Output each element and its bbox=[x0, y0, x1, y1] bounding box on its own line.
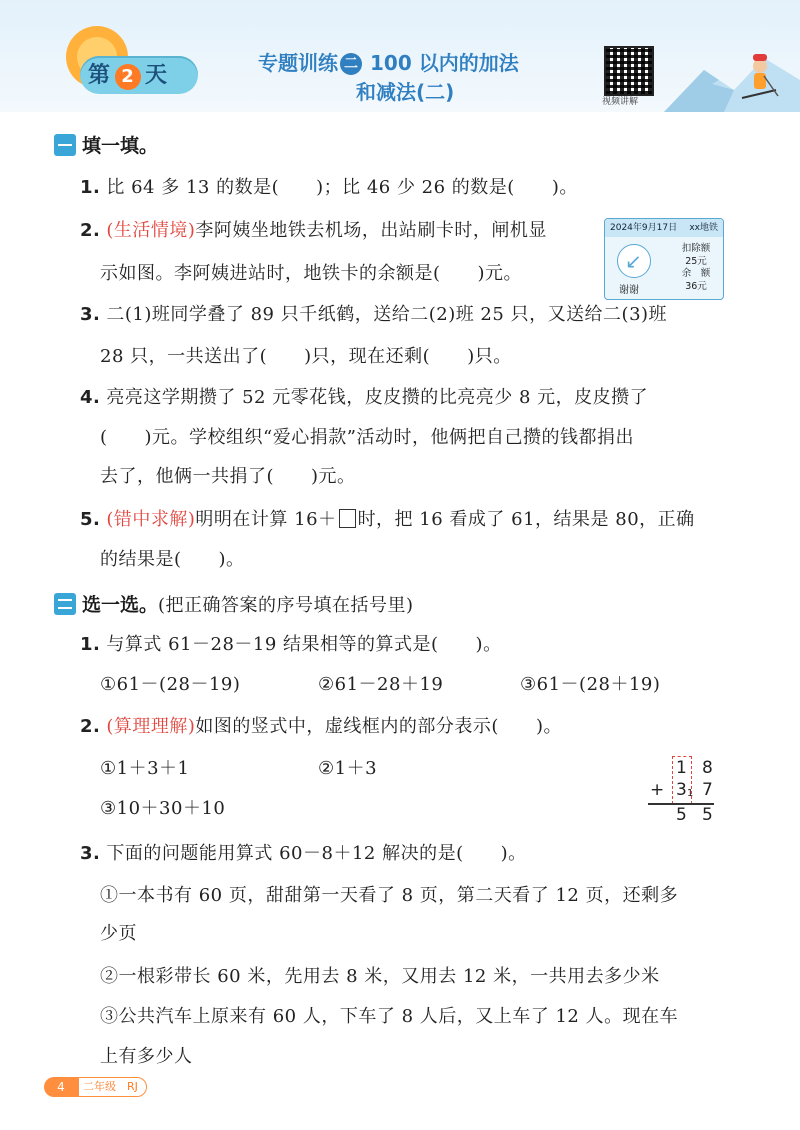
s2-q1-opt2: ②61－28＋19 bbox=[318, 674, 444, 695]
day-prefix: 第 bbox=[88, 63, 112, 88]
day-number: 2 bbox=[115, 64, 141, 90]
s1-q4-line3: 去了，他俩一共捐了( )元。 bbox=[100, 466, 356, 487]
s2-q3: 3. 下面的问题能用算式 60－8＋12 解决的是( )。 bbox=[80, 843, 527, 864]
s1-q4-line1: 4. 亮亮这学期攒了 52 元零花钱，皮皮攒的比亮亮少 8 元，皮皮攒了 bbox=[80, 387, 649, 408]
grade-label: 二年级 RJ bbox=[78, 1077, 147, 1097]
day-suffix: 天 bbox=[145, 63, 169, 88]
metro-ticket-display: 2024年9月17日 xx地铁 ↙ 谢谢 扣除额 25元 余 额 36元 bbox=[604, 218, 724, 300]
page-number: 4 bbox=[44, 1077, 78, 1097]
section2-title: 选一选。 bbox=[82, 594, 159, 616]
vertical-calculation: 1 8 + 3 1 7 5 5 bbox=[650, 758, 713, 825]
ticket-line: xx地铁 bbox=[689, 223, 718, 233]
day-badge bbox=[60, 44, 200, 98]
s2-q2: 2. (算理理解)如图的竖式中，虚线框内的部分表示( )。 bbox=[80, 716, 562, 737]
tag-reasoning: (算理理解) bbox=[106, 716, 196, 737]
page-title bbox=[258, 47, 519, 76]
s2-q2-opt2: ②1＋3 bbox=[318, 758, 378, 779]
s2-q1-opt3: ③61－(28＋19) bbox=[520, 674, 661, 695]
s2-q1-opt1: ①61－(28－19) bbox=[100, 674, 241, 695]
skier-illustration bbox=[664, 40, 800, 112]
section2-subtitle: (把正确答案的序号填在括号里) bbox=[158, 595, 414, 616]
topic-number: 二 bbox=[340, 53, 362, 75]
s2-q3-opt3-line1: ③公共汽车上原来有 60 人，下车了 8 人后，又上车了 12 人。现在车 bbox=[100, 1006, 679, 1027]
qr-label: 视频讲解 bbox=[602, 97, 639, 107]
ticket-date: 2024年9月17日 bbox=[610, 223, 678, 233]
s2-q3-opt2: ②一根彩带长 60 米，先用去 8 米，又用去 12 米，一共用去多少米 bbox=[100, 966, 660, 987]
tag-life-situation: (生活情境) bbox=[106, 220, 196, 241]
section-two-icon bbox=[54, 593, 76, 615]
s2-q2-opt1: ①1＋3＋1 bbox=[100, 758, 190, 779]
s2-q3-opt3-line2: 上有多少人 bbox=[100, 1046, 193, 1067]
s2-q3-opt1-line2: 少页 bbox=[100, 923, 137, 944]
s1-q2-line2: 示如图。李阿姨进站时，地铁卡的余额是( )元。 bbox=[100, 263, 523, 284]
section1-title: 填一填。 bbox=[82, 135, 159, 157]
s1-q5-line2: 的结果是( )。 bbox=[100, 549, 245, 570]
ticket-thanks: 谢谢 bbox=[619, 285, 639, 296]
topic-title: 专题训练 bbox=[258, 51, 338, 75]
s1-q3-line2: 28 只，一共送出了( )只，现在还剩( )只。 bbox=[100, 346, 512, 367]
section-one-icon bbox=[54, 134, 76, 156]
section2-heading bbox=[54, 590, 414, 620]
page-footer bbox=[44, 1076, 147, 1098]
tag-error-solving: (错中求解) bbox=[106, 509, 196, 530]
s2-q2-opt3: ③10＋30＋10 bbox=[100, 798, 226, 819]
s1-q3-line1: 3. 二(1)班同学叠了 89 只千纸鹤，送给二(2)班 25 只，又送给二(3)班 bbox=[80, 304, 668, 325]
s1-q4-line2: ( )元。学校组织“爱心捐款”活动时，他俩把自己攒的钱都捐出 bbox=[100, 427, 634, 448]
blank-box bbox=[339, 509, 356, 528]
topic-line2: 和减法(二) bbox=[356, 80, 455, 104]
section1-heading bbox=[54, 131, 158, 158]
s2-q3-opt1-line1: ①一本书有 60 页，甜甜第一天看了 8 页，第二天看了 12 页，还剩多 bbox=[100, 885, 679, 906]
qr-code-icon[interactable] bbox=[604, 46, 654, 96]
s1-q1: 1. 比 64 多 13 的数是( )；比 46 少 26 的数是( )。 bbox=[80, 177, 578, 198]
topic-line1: 100 以内的加法 bbox=[370, 51, 519, 75]
s2-q1: 1. 与算式 61－28－19 结果相等的算式是( )。 bbox=[80, 634, 502, 655]
s1-q2-line1: 2. (生活情境)李阿姨坐地铁去机场，出站刷卡时，闸机显 bbox=[80, 220, 547, 241]
arrow-down-left-icon: ↙ bbox=[625, 249, 642, 273]
s1-q5-line1: 5. (错中求解)明明在计算 16＋ 时，把 16 看成了 61，结果是 80，正确 bbox=[80, 509, 695, 530]
